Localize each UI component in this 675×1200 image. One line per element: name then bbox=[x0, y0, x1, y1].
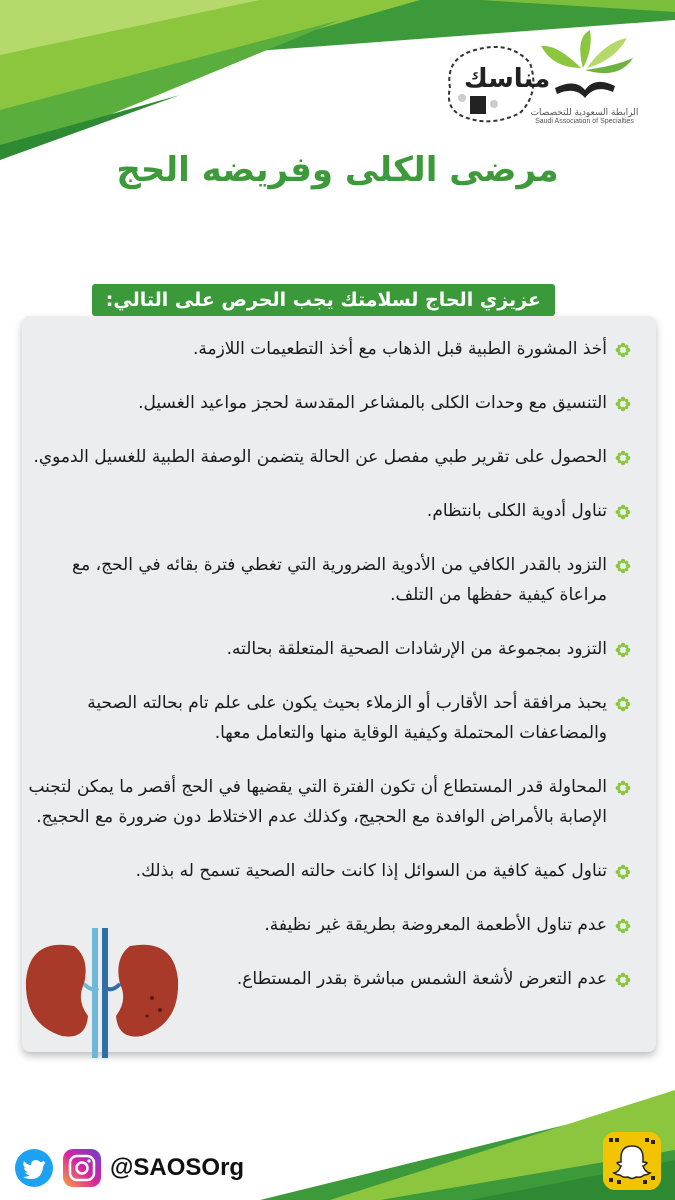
kidney-illustration bbox=[22, 928, 182, 1058]
advice-list bbox=[21, 324, 631, 994]
flower-bullet-icon bbox=[615, 972, 631, 988]
list-item bbox=[21, 442, 631, 472]
item-text: يحبذ مرافقة أحد الأقارب أو الزملاء بحيث يكون على علم تام بحالته الصحية والمضاعفات المحتملة وكيفية الوقاية منها والتعامل معها. bbox=[87, 693, 607, 743]
instagram-icon[interactable] bbox=[62, 1148, 102, 1188]
flower-bullet-icon bbox=[615, 918, 631, 934]
saudi-association-logo bbox=[512, 28, 657, 146]
item-text: أخذ المشورة الطبية قبل الذهاب مع أخذ التطعيمات اللازمة. bbox=[192, 339, 607, 359]
item-text: الحصول على تقرير طبي مفصل عن الحالة يتضمن الوصفة الطبية للغسيل الدموي. bbox=[33, 447, 607, 467]
flower-bullet-icon bbox=[615, 780, 631, 796]
list-item bbox=[21, 772, 631, 832]
list-item bbox=[21, 856, 631, 886]
item-text: التنسيق مع وحدات الكلى بالمشاعر المقدسة لحجز مواعيد الغسيل. bbox=[138, 393, 607, 413]
intro-heading: عزيزي الحاج لسلامتك يجب الحرص على التالي: bbox=[92, 284, 555, 316]
flower-bullet-icon bbox=[615, 396, 631, 412]
flower-bullet-icon bbox=[615, 450, 631, 466]
item-text: تناول أدوية الكلى بانتظام. bbox=[426, 501, 607, 521]
list-item bbox=[21, 688, 631, 748]
item-text: المحاولة قدر المستطاع أن تكون الفترة التي يقضيها في الحج أقصر ما يمكن لتجنب الإصابة بالأمراض الوافدة مع الحجيج، وكذلك عدم الاختلاط دون ضرورة مع الحجيج. bbox=[28, 777, 607, 827]
social-handle: @SAOSOrg bbox=[110, 1154, 245, 1181]
item-text: التزود بالقدر الكافي من الأدوية الضرورية التي تغطي فترة بقائه في الحج، مع مراعاة كيفية حفظها من التلف. bbox=[72, 555, 607, 605]
flower-bullet-icon bbox=[615, 558, 631, 574]
social-bar bbox=[14, 1148, 244, 1188]
snapchat-icon[interactable] bbox=[603, 1132, 661, 1190]
item-text: عدم تناول الأطعمة المعروضة بطريقة غير نظيفة. bbox=[264, 915, 607, 935]
item-text: التزود بمجموعة من الإرشادات الصحية المتعلقة بحالته. bbox=[226, 639, 607, 659]
list-item bbox=[21, 388, 631, 418]
item-text: عدم التعرض لأشعة الشمس مباشرة بقدر المستطاع. bbox=[236, 969, 607, 989]
page-title: مرضى الكلى وفريضه الحج bbox=[116, 150, 559, 190]
org-name-en: Saudi Association of Specialties bbox=[535, 118, 634, 125]
item-text: تناول كمية كافية من السوائل إذا كانت حالته الصحية تسمح له بذلك. bbox=[135, 861, 607, 881]
list-item bbox=[21, 496, 631, 526]
org-name-ar: الرابطة السعودية للتخصصات bbox=[530, 108, 639, 118]
flower-bullet-icon bbox=[615, 342, 631, 358]
flower-bullet-icon bbox=[615, 642, 631, 658]
flower-bullet-icon bbox=[615, 504, 631, 520]
flower-bullet-icon bbox=[615, 696, 631, 712]
list-item bbox=[21, 334, 631, 364]
twitter-icon[interactable] bbox=[14, 1148, 54, 1188]
list-item bbox=[21, 550, 631, 610]
flower-bullet-icon bbox=[615, 864, 631, 880]
list-item bbox=[21, 634, 631, 664]
manasik-logo-text: مناسك bbox=[464, 64, 551, 94]
